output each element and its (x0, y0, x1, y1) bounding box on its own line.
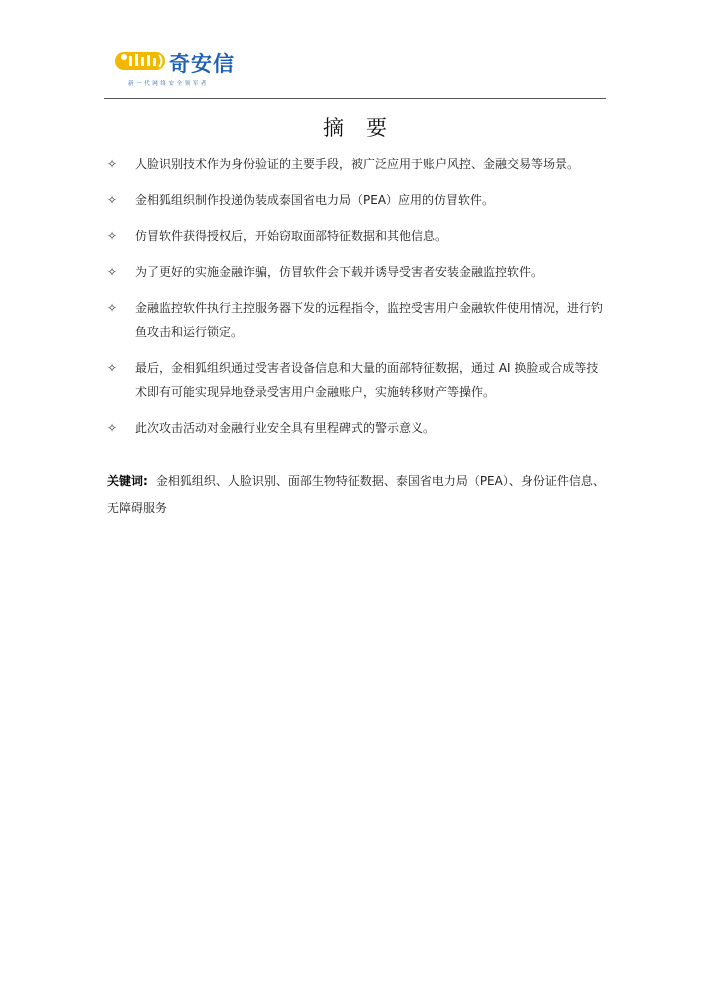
logo-tagline: 新一代网络安全领军者 (128, 81, 210, 87)
list-item-text: 仿冒软件获得授权后，开始窃取面部特征数据和其他信息。 (135, 229, 448, 243)
list-item-text: 此次攻击活动对金融行业安全具有里程碑式的警示意义。 (135, 421, 436, 435)
bullet-diamond-icon: ✧ (107, 265, 118, 279)
logo-name: 奇安信 (169, 52, 235, 76)
list-item-text: 人脸识别技术作为身份验证的主要手段，被广泛应用于账户风控、金融交易等场景。 (135, 157, 580, 171)
bullet-diamond-icon: ✧ (107, 157, 118, 171)
list-item (107, 224, 607, 248)
bullet-diamond-icon: ✧ (107, 421, 118, 435)
list-item-text: 为了更好的实施金融诈骗，仿冒软件会下载并诱导受害者安装金融监控软件。 (135, 265, 544, 279)
list-item (107, 356, 607, 404)
list-item-text: 金融监控软件执行主控服务器下发的远程指令，监控受害用户金融软件使用情况，进行钓鱼攻击和运行锁定。 (135, 301, 604, 339)
list-item (107, 416, 607, 440)
list-item (107, 188, 607, 212)
list-item (107, 296, 607, 344)
bullet-diamond-icon: ✧ (107, 229, 118, 243)
list-item (107, 152, 607, 176)
list-item (107, 260, 607, 284)
keywords-label: 关键词: (107, 474, 148, 488)
keywords-section (107, 468, 607, 522)
page-header (104, 42, 606, 99)
logo-mark-icon (114, 48, 166, 74)
keywords-text: 金相狐组织、人脸识别、面部生物特征数据、泰国省电力局（PEA）、身份证件信息、无障碍服务 (107, 474, 605, 515)
summary-list (107, 152, 607, 452)
page-title: 摘要 (323, 116, 409, 140)
list-item-text: 最后，金相狐组织通过受害者设备信息和大量的面部特征数据，通过 AI 换脸或合成等技术即有可能实现异地登录受害用户金融账户，实施转移财产等操作。 (135, 361, 599, 399)
bullet-diamond-icon: ✧ (107, 361, 118, 375)
list-item-text: 金相狐组织制作投递伪装成泰国省电力局（PEA）应用的仿冒软件。 (135, 193, 495, 207)
company-logo (114, 46, 254, 90)
bullet-diamond-icon: ✧ (107, 301, 118, 315)
bullet-diamond-icon: ✧ (107, 193, 118, 207)
